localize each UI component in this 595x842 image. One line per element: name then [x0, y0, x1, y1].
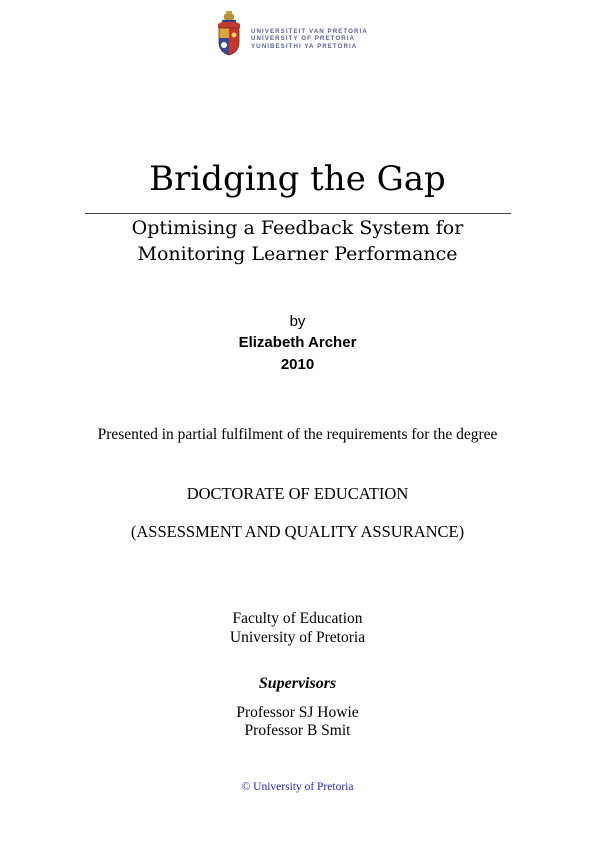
author-name: Elizabeth Archer — [238, 334, 357, 351]
logo-line-afrikaans: UNIVERSITEIT VAN PRETORIA — [251, 28, 368, 35]
presented-statement: Presented in partial fulfilment of the requirements for the degree — [97, 426, 498, 443]
supervisor-name: Professor SJ Howie — [236, 704, 359, 721]
logo-line-english: UNIVERSITY OF PRETORIA — [251, 35, 356, 43]
thesis-title: Bridging the Gap — [149, 159, 446, 199]
university-crest-icon — [215, 10, 243, 56]
by-label: by — [289, 313, 306, 330]
logo-line-sepedi: YUNIBESITHI YA PRETORIA — [251, 42, 358, 50]
supervisor-name: Professor B Smit — [244, 722, 351, 739]
title-divider — [85, 213, 511, 214]
faculty-name: Faculty of Education — [232, 610, 363, 627]
copyright-notice: © University of Pretoria — [241, 781, 354, 793]
degree-name: DOCTORATE OF EDUCATION — [186, 484, 409, 503]
degree-specialisation: (ASSESSMENT AND QUALITY ASSURANCE) — [130, 522, 465, 541]
publication-year: 2010 — [280, 356, 315, 373]
thesis-subtitle — [0, 215, 595, 267]
subtitle-line-2: Monitoring Learner Performance — [137, 243, 458, 265]
university-name: University of Pretoria — [229, 629, 366, 646]
university-name-lines — [251, 28, 368, 50]
supervisors-heading: Supervisors — [258, 675, 337, 692]
subtitle-line-1: Optimising a Feedback System for — [131, 217, 464, 239]
university-logo — [213, 10, 383, 56]
